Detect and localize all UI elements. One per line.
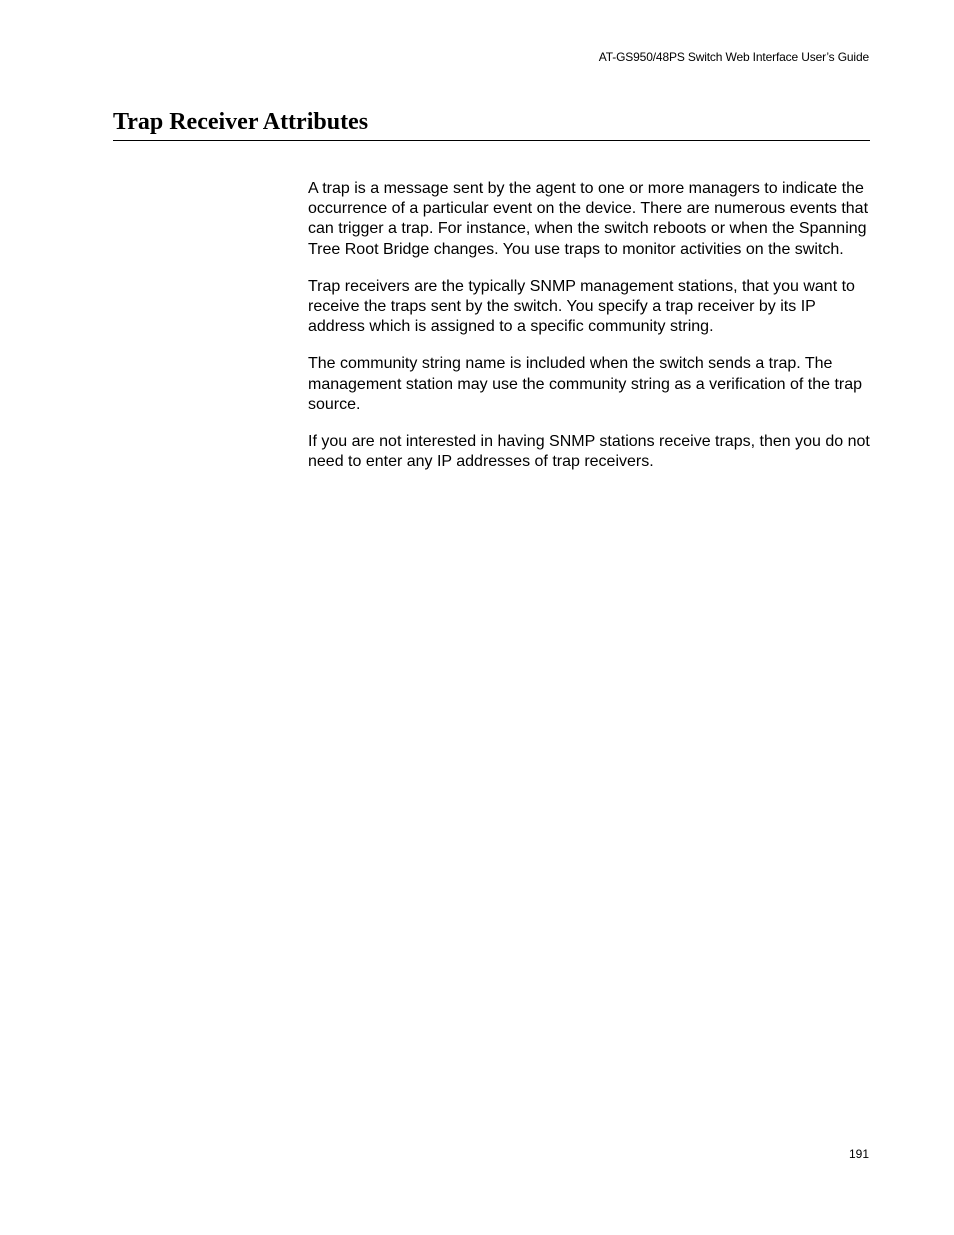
paragraph-community-string: The community string name is included when the switch sends a trap. The management station may use the community string as a verification of the trap source. [308,355,863,413]
paragraph-trap-receivers: Trap receivers are the typically SNMP management stations, that you want to receive the traps sent by the switch. You specify a trap receiver by its IP address which is assigned to a specific community string. [308,277,855,336]
page-number: 191 [848,1147,869,1161]
section-title: Trap Receiver Attributes [113,109,369,135]
body-text [308,179,870,489]
paragraph-not-interested: If you are not interested in having SNMP stations receive traps, then you do not need to enter any IP addresses of trap receivers. [308,433,870,471]
paragraph-trap-definition: A trap is a message sent by the agent to one or more managers to indicate the occurrence of a particular event on the device. There are numerous events that can trigger a trap. For instance, when the switch reboots or when the Spanning Tree Root Bridge changes. You use traps to monitor activities on the switch. [308,180,869,258]
title-divider [113,140,870,141]
running-header: AT-GS950/48PS Switch Web Interface User’s Guide [598,50,869,64]
